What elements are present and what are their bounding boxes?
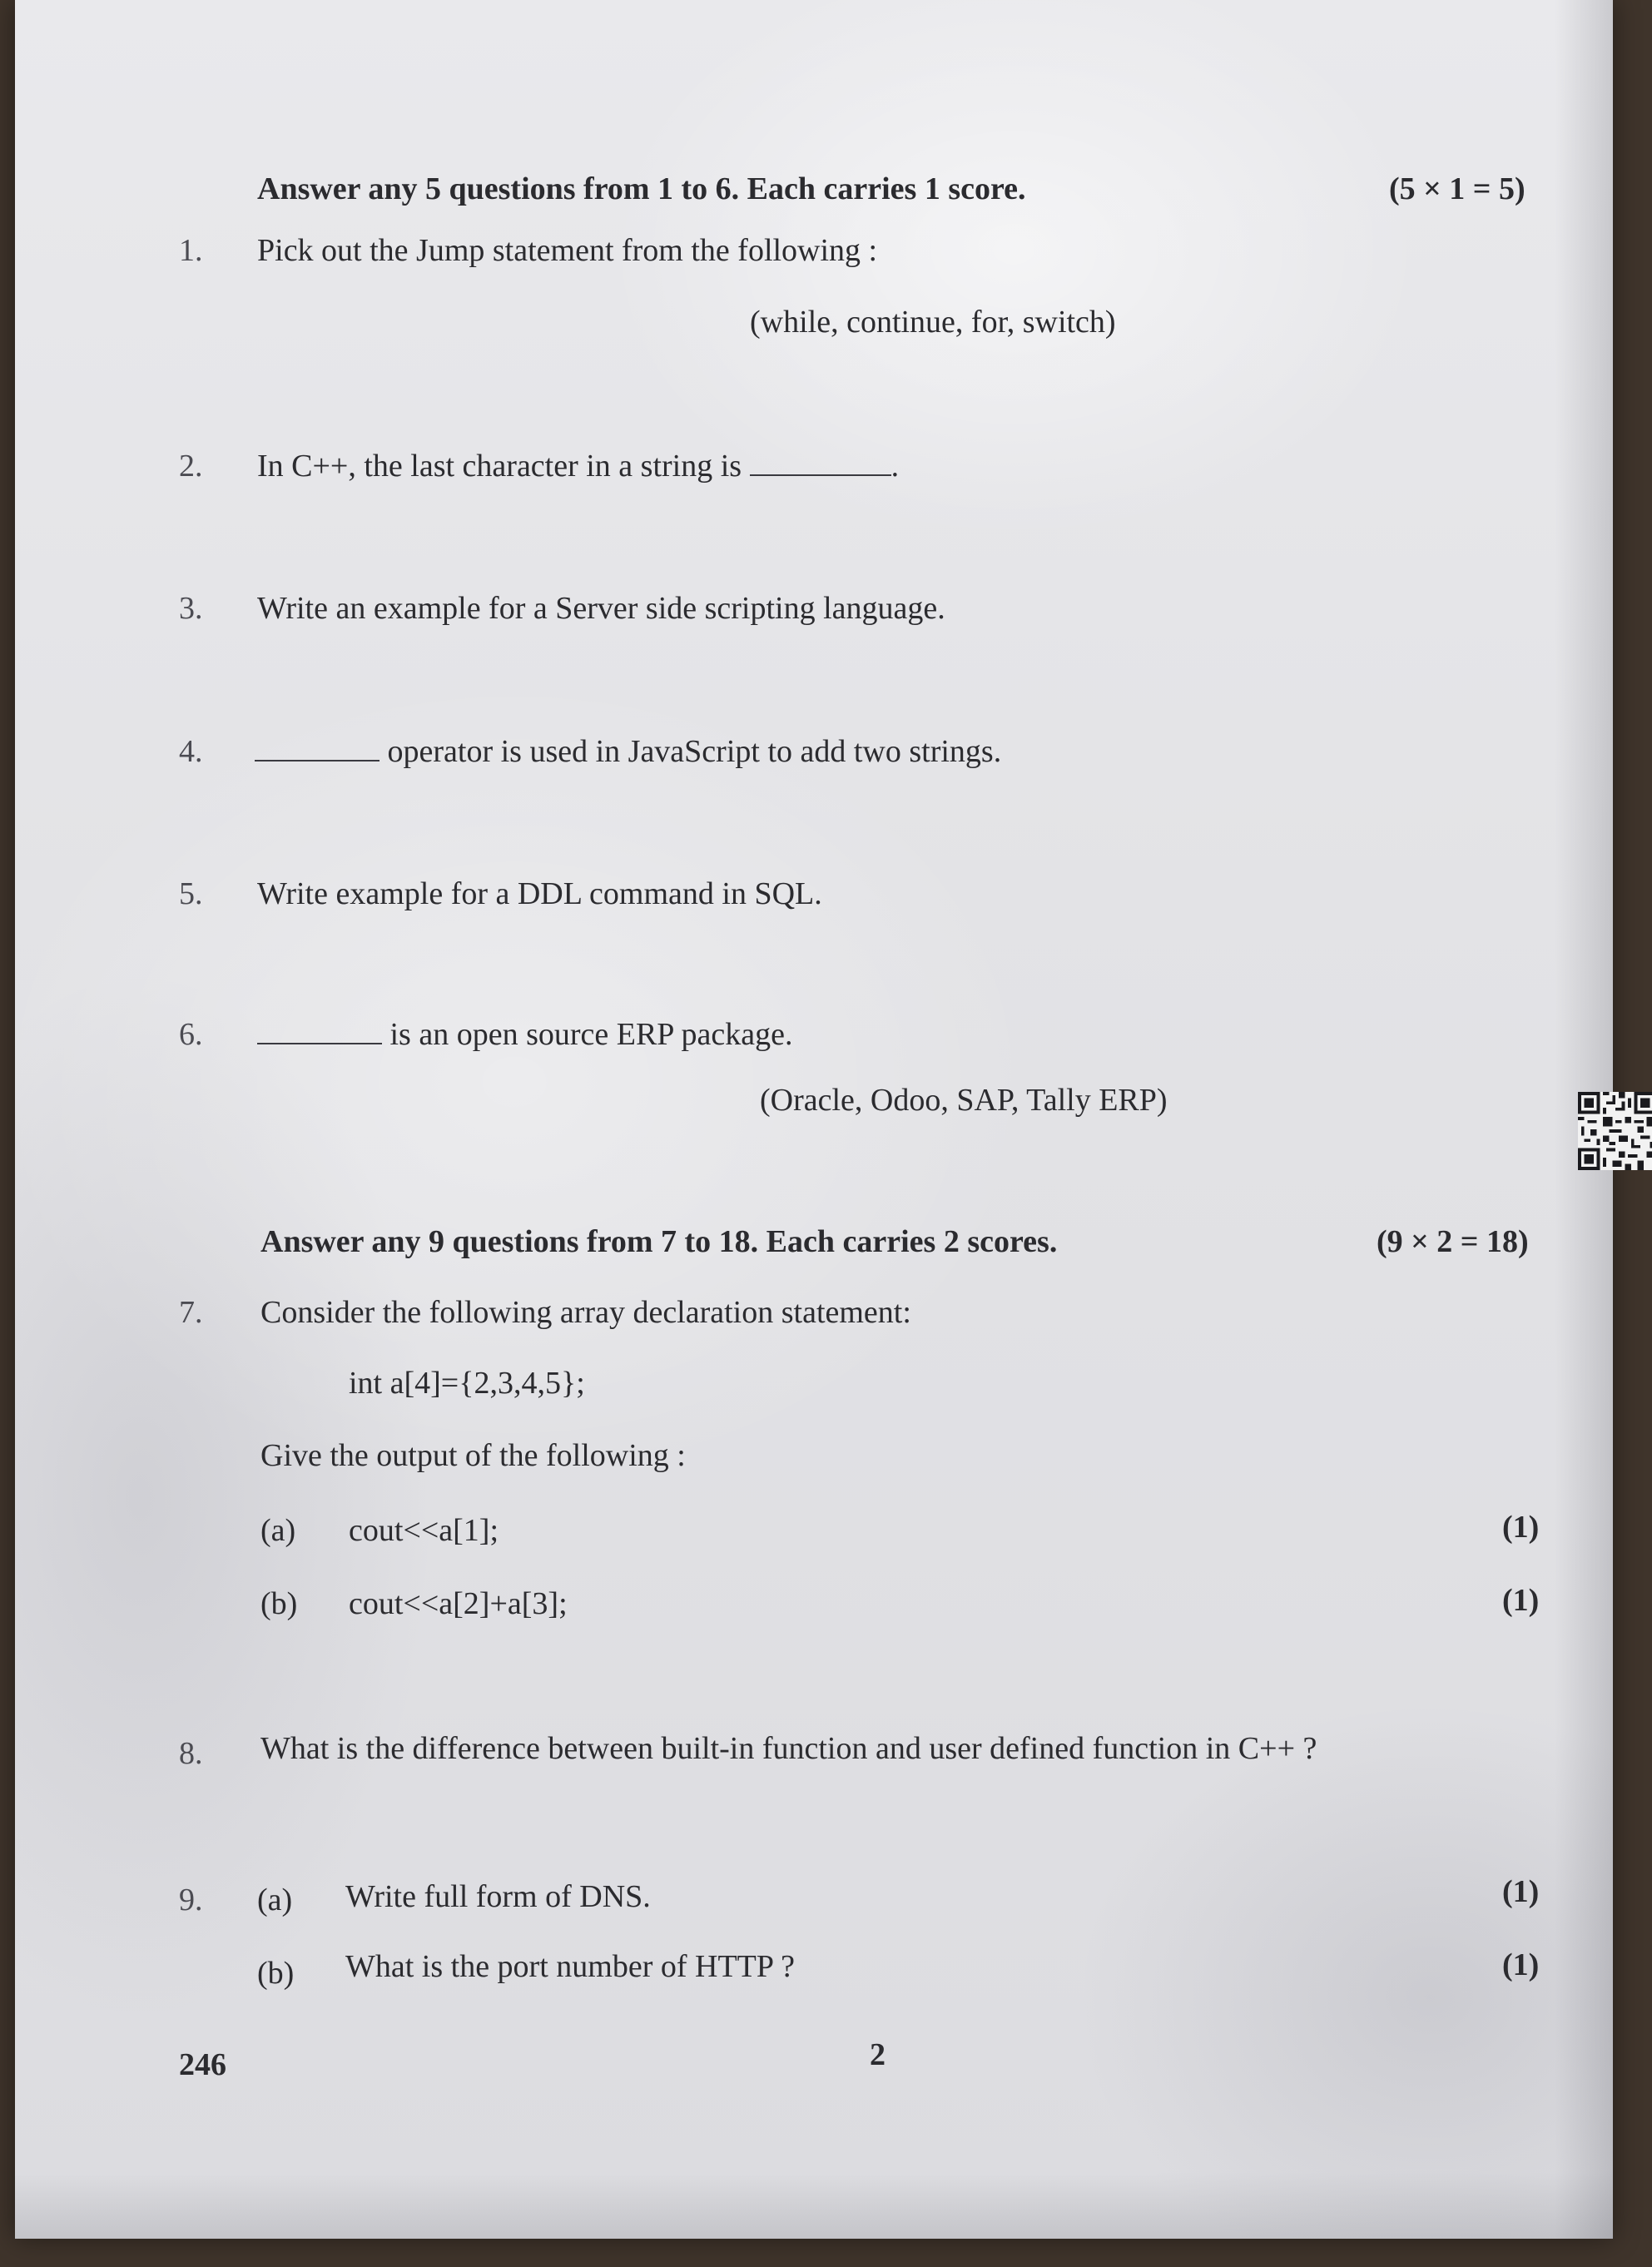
- question-9a-label: (a): [257, 1883, 293, 1917]
- question-2-text-before: In C++, the last character in a string is: [257, 449, 742, 484]
- question-1-text: Pick out the Jump statement from the following :: [257, 233, 878, 268]
- section-b-instruction: Answer any 9 questions from 7 to 18. Each carries 2 scores.: [260, 1224, 1058, 1259]
- question-9b-text: What is the port number of HTTP ?: [345, 1949, 795, 1984]
- question-number-5: 5.: [179, 876, 203, 911]
- question-number-8: 8.: [179, 1736, 203, 1771]
- question-7a-text: cout<<a[1];: [349, 1513, 499, 1548]
- section-a-instruction: Answer any 5 questions from 1 to 6. Each carries 1 score.: [257, 171, 1026, 206]
- question-6-options: (Oracle, Odoo, SAP, Tally ERP): [760, 1083, 1168, 1118]
- question-7b-label: (b): [260, 1586, 298, 1621]
- question-number-6: 6.: [179, 1017, 203, 1052]
- question-7-text: Consider the following array declaration statement:: [260, 1295, 911, 1330]
- question-1-options: (while, continue, for, switch): [750, 305, 1116, 340]
- question-7b-mark: (1): [1502, 1583, 1540, 1618]
- question-number-1: 1.: [179, 233, 203, 268]
- question-number-4: 4.: [179, 734, 203, 769]
- question-4-text-after: operator is used in JavaScript to add two strings.: [387, 734, 1002, 769]
- section-b-marks: (9 × 2 = 18): [1377, 1224, 1529, 1259]
- question-9b-label: (b): [257, 1956, 295, 1991]
- question-5-text: Write example for a DDL command in SQL.: [257, 876, 822, 911]
- question-2-text-after: .: [890, 449, 900, 484]
- question-7a-label: (a): [260, 1513, 296, 1548]
- answer-blank: [255, 760, 380, 761]
- question-8-text: What is the difference between built-in function and user defined function in C++ ?: [260, 1731, 1317, 1766]
- question-9a-mark: (1): [1502, 1874, 1540, 1909]
- question-9a-text: Write full form of DNS.: [345, 1879, 651, 1914]
- question-number-2: 2.: [179, 449, 203, 484]
- question-6-text-after: is an open source ERP package.: [389, 1017, 793, 1052]
- exam-sheet: [15, 0, 1613, 2239]
- qr-code-image: [1578, 1092, 1652, 1170]
- page-number: 2: [870, 2037, 886, 2072]
- question-4-text: [255, 736, 1001, 767]
- answer-blank: [750, 474, 891, 476]
- question-number-7: 7.: [179, 1295, 203, 1330]
- question-7b-text: cout<<a[2]+a[3];: [349, 1586, 568, 1621]
- question-7a-mark: (1): [1502, 1510, 1540, 1545]
- question-7-code: int a[4]={2,3,4,5};: [349, 1366, 585, 1401]
- answer-blank: [257, 1043, 382, 1044]
- question-number-9: 9.: [179, 1883, 203, 1917]
- question-7-prompt: Give the output of the following :: [260, 1438, 686, 1473]
- footer-code: 246: [179, 2047, 226, 2082]
- question-9b-mark: (1): [1502, 1947, 1540, 1982]
- section-a-marks: (5 × 1 = 5): [1389, 171, 1525, 206]
- question-2-text: [257, 450, 899, 482]
- question-number-3: 3.: [179, 591, 203, 626]
- question-6-text: [257, 1019, 793, 1050]
- question-3-text: Write an example for a Server side scripting language.: [257, 591, 945, 626]
